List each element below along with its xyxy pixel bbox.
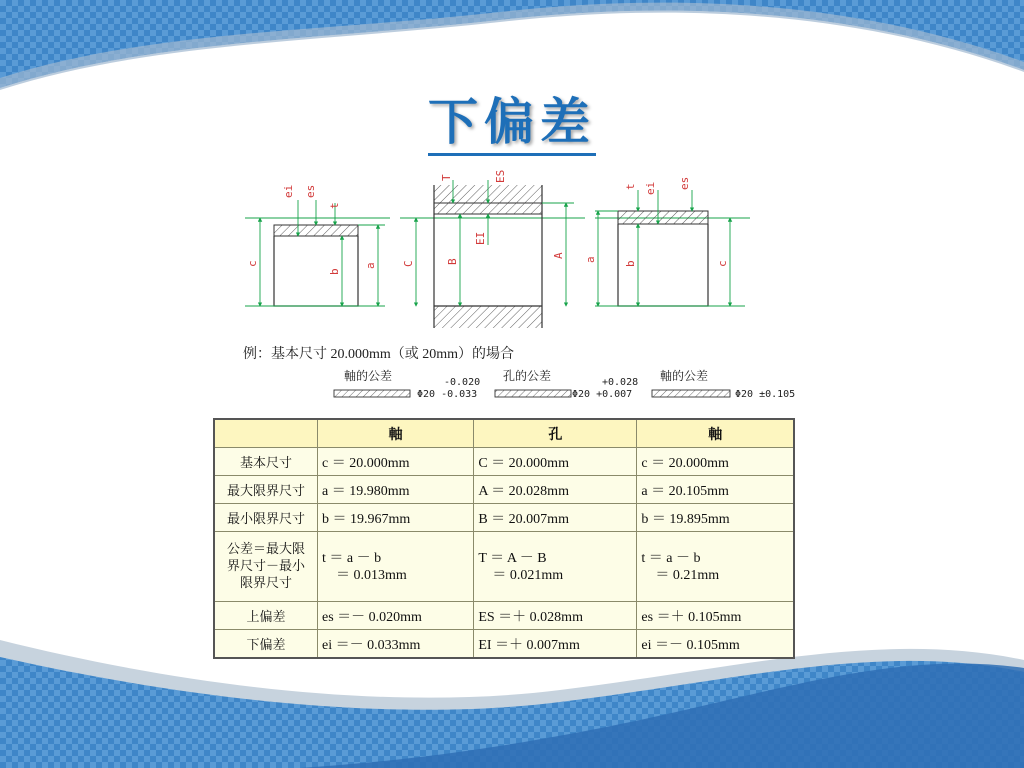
table-row [214,504,794,532]
label-c-right: c [716,260,729,267]
row-label: 基本尺寸 [214,448,318,476]
label-B: B [446,258,459,265]
label-ei-left: ei [282,184,295,198]
label-b-left: b [328,268,341,275]
legend-shaft2-label: 軸的公差 [660,369,709,383]
table-cell: b ＝ 19.967mm [318,504,474,532]
left-shaft-figure [245,200,385,306]
page-title: 下偏差 [0,82,1024,154]
table-cell: ei ＝－ 0.033mm [318,630,474,659]
label-c-left: c [246,260,259,267]
middle-hole-figure [416,180,574,328]
table-cell: es ＝－ 0.020mm [318,602,474,630]
label-t-right: t [624,183,637,190]
label-a-right: a [584,256,597,263]
table-cell: a ＝ 19.980mm [318,476,474,504]
table-cell: b ＝ 19.895mm [637,504,794,532]
label-A: A [552,252,565,259]
legend-shaft1-dim: Φ20 -0.033 [417,389,478,400]
table-cell: EI ＝＋ 0.007mm [474,630,637,659]
table-cell: c ＝ 20.000mm [637,448,794,476]
table-cell: T ＝ A － B ＝ 0.021mm [474,532,637,602]
table-row [214,448,794,476]
legend-shaft1-label: 軸的公差 [344,369,393,383]
label-t-left: t [328,202,341,209]
table-header-cell [214,419,318,448]
right-shaft-figure [595,190,745,306]
label-b-right: b [624,260,637,267]
table-row [214,476,794,504]
table-cell: B ＝ 20.007mm [474,504,637,532]
row-label: 最大限界尺寸 [214,476,318,504]
table-cell: c ＝ 20.000mm [318,448,474,476]
legend-hole-upper: +0.028 [602,377,639,388]
example-caption: 例：基本尺寸 20.000mm（或 20mm）的場合 [243,347,515,362]
table-cell: a ＝ 20.105mm [637,476,794,504]
legend-shaft1-upper: -0.020 [444,377,481,388]
label-ei-right: ei [644,181,657,195]
label-es-left: es [304,184,317,198]
table-row [214,602,794,630]
tolerance-legend [330,366,800,402]
row-label: 下偏差 [214,630,318,659]
table-cell: C ＝ 20.000mm [474,448,637,476]
row-label: 最小限界尺寸 [214,504,318,532]
tolerance-table [213,418,795,659]
legend-shaft2-dim: Φ20 ±0.105 [735,389,796,400]
table-cell: ei ＝－ 0.105mm [637,630,794,659]
table-row [214,630,794,659]
label-es-right: es [678,176,691,190]
table-header-row [214,419,794,448]
legend-hole-label: 孔的公差 [503,369,552,383]
label-T: T [440,174,453,181]
table-header-cell: 軸 [318,419,474,448]
table-cell: t ＝ a － b ＝ 0.013mm [318,532,474,602]
table-header-cell: 軸 [637,419,794,448]
label-a-left: a [364,262,377,269]
tolerance-diagram [240,165,760,335]
legend-hole-dim: Φ20 +0.007 [572,389,633,400]
label-EI: EI [474,231,487,245]
table-cell: t ＝ a － b ＝ 0.21mm [637,532,794,602]
table-row [214,532,794,602]
row-label: 上偏差 [214,602,318,630]
table-cell: ES ＝＋ 0.028mm [474,602,637,630]
table-header-cell: 孔 [474,419,637,448]
label-ES: ES [494,169,507,183]
table-cell: es ＝＋ 0.105mm [637,602,794,630]
label-C: C [402,260,415,267]
table-cell: A ＝ 20.028mm [474,476,637,504]
row-label: 公差＝最大限 界尺寸－最小 限界尺寸 [214,532,318,602]
